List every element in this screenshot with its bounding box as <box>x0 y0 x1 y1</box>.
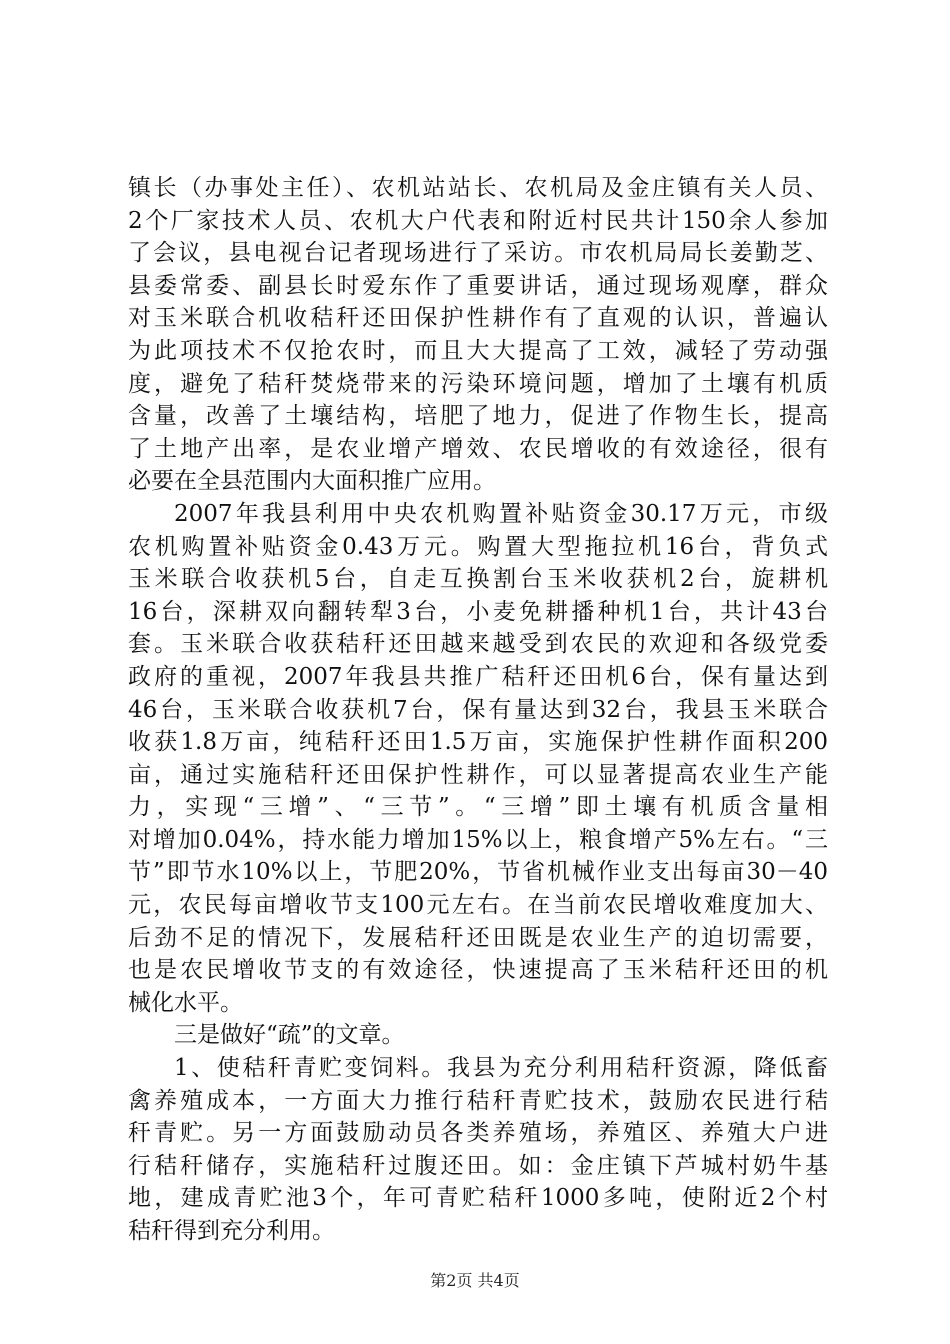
text-line: 亩，通过实施秸秆还田保护性耕作，可以显著提高农业生产能 <box>128 761 828 788</box>
text-line: 2007年我县利用中央农机购置补贴资金30.17万元，市级 <box>174 500 828 527</box>
text-line: 含量，改善了土壤结构，培肥了地力，促进了作物生长，提高 <box>128 403 828 430</box>
paragraph <box>128 172 828 498</box>
paragraph <box>128 1019 828 1052</box>
text-line: 镇长（办事处主任）、农机站站长、农机局及金庄镇有关人员、 <box>128 175 828 201</box>
text-line: 禽养殖成本，一方面大力推行秸秆青贮技术，鼓励农民进行秸 <box>128 1087 828 1114</box>
text-line: 玉米联合收获机5台，自走互换割台玉米收获机2台，旋耕机 <box>128 566 828 593</box>
document-body <box>128 172 828 1248</box>
text-line: 县委常委、副县长时爱东作了重要讲话，通过现场观摩，群众 <box>128 272 828 299</box>
text-line: 度，避免了秸秆焚烧带来的污染环境问题，增加了土壤有机质 <box>128 370 828 397</box>
text-line: 对增加0.04%，持水能力增加15%以上，粮食增产5%左右。“三 <box>128 826 828 853</box>
text-line: 了会议，县电视台记者现场进行了采访。市农机局局长姜勤芝、 <box>128 240 828 267</box>
text-line: 力，实现“三增”、“三节”。“三增”即土壤有机质含量相 <box>128 794 828 821</box>
text-line: 政府的重视，2007年我县共推广秸秆还田机6台，保有量达到 <box>128 663 828 690</box>
text-line: 三是做好“疏”的文章。 <box>174 1022 405 1049</box>
text-line: 农机购置补贴资金0.43万元。购置大型拖拉机16台，背负式 <box>128 533 828 560</box>
text-line: 1、使秸秆青贮变饲料。我县为充分利用秸秆资源，降低畜 <box>174 1055 828 1082</box>
text-line: 秸秆得到充分利用。 <box>128 1218 335 1244</box>
text-line: 节”即节水10%以上，节肥20%，节省机械作业支出每亩30－40 <box>128 859 828 886</box>
text-line: 2个厂家技术人员、农机大户代表和附近村民共计150余人参加 <box>128 207 828 234</box>
text-line: 后劲不足的情况下，发展秸秆还田既是农业生产的迫切需要， <box>128 924 828 951</box>
text-line: 也是农民增收节支的有效途径，快速提高了玉米秸秆还田的机 <box>128 957 828 984</box>
text-line: 了土地产出率，是农业增产增效、农民增收的有效途径，很有 <box>128 435 828 462</box>
text-line: 套。玉米联合收获秸秆还田越来越受到农民的欢迎和各级党委 <box>128 631 828 658</box>
page-footer: 第2页 共4页 <box>430 1271 520 1290</box>
text-line: 收获1.8万亩，纯秸秆还田1.5万亩，实施保护性耕作面积200 <box>128 729 828 756</box>
text-line: 为此项技术不仅抢农时，而且大大提高了工效，减轻了劳动强 <box>128 337 828 364</box>
text-line: 对玉米联合机收秸秆还田保护性耕作有了直观的认识，普遍认 <box>128 305 828 332</box>
text-line: 46台，玉米联合收获机7台，保有量达到32台，我县玉米联合 <box>128 696 828 723</box>
text-line: 行秸秆储存，实施秸秆过腹还田。如：金庄镇下芦城村奶牛基 <box>128 1152 828 1179</box>
text-line: 必要在全县范围内大面积推广应用。 <box>128 468 496 495</box>
text-line: 地，建成青贮池3个，年可青贮秸秆1000多吨，使附近2个村 <box>128 1185 828 1212</box>
text-line: 16台，深耕双向翻转犁3台，小麦免耕播种机1台，共计43台 <box>128 598 828 625</box>
text-line: 械化水平。 <box>128 989 243 1016</box>
paragraph <box>128 1052 828 1248</box>
paragraph <box>128 498 828 1020</box>
text-line: 秆青贮。另一方面鼓励动员各类养殖场，养殖区、养殖大户进 <box>128 1120 828 1147</box>
text-line: 元，农民每亩增收节支100元左右。在当前农民增收难度加大、 <box>128 892 828 919</box>
